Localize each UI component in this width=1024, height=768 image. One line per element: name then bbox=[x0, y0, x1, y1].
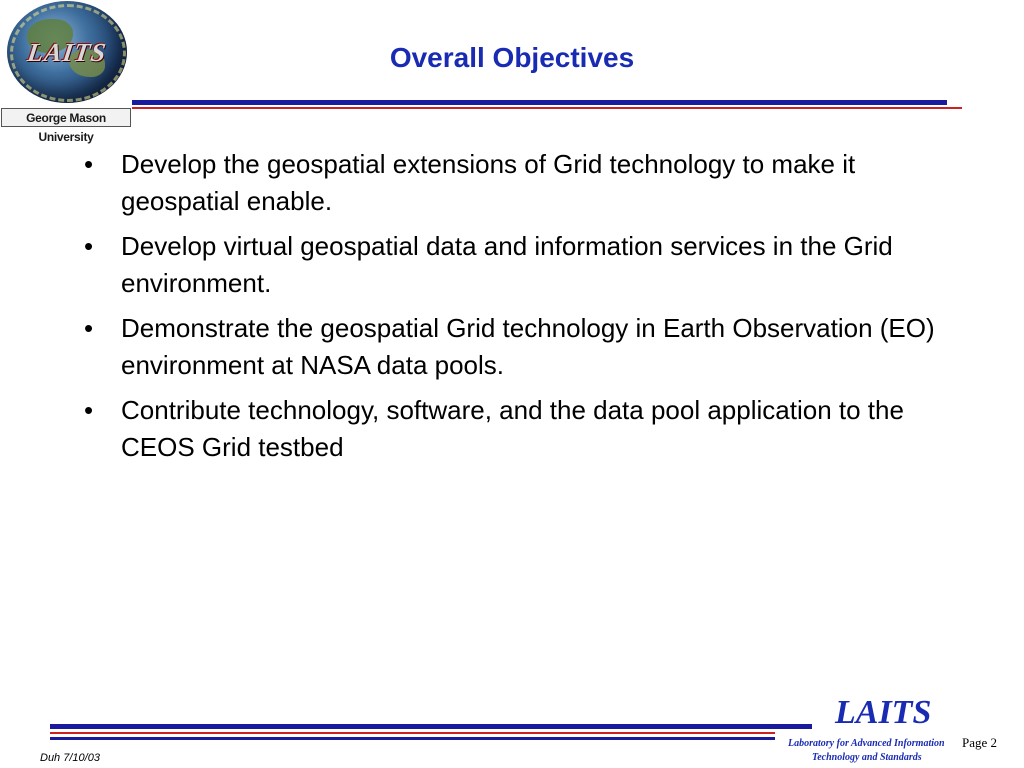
footer-rule-blue bbox=[50, 724, 812, 729]
footer-date: Duh 7/10/03 bbox=[40, 752, 100, 764]
bullet-marker: • bbox=[84, 231, 94, 261]
bullet-item bbox=[84, 310, 954, 384]
bullet-item bbox=[84, 146, 954, 220]
bullet-marker: • bbox=[84, 149, 94, 179]
logo-wordmark: LAITS bbox=[25, 38, 109, 67]
bullet-text: Demonstrate the geospatial Grid technology in Earth Observation (EO) environment at NASA data pools. bbox=[121, 313, 935, 380]
bullet-item bbox=[84, 392, 954, 466]
footer-laits-logo: LAITS bbox=[835, 694, 932, 731]
bullet-marker: • bbox=[84, 395, 94, 425]
bullet-text: Contribute technology, software, and the data pool application to the CEOS Grid testbed bbox=[121, 395, 904, 462]
bullet-item bbox=[84, 228, 954, 302]
bullet-list bbox=[84, 146, 954, 474]
footer-lab-name-line1: Laboratory for Advanced Information bbox=[788, 738, 945, 749]
slide-title: Overall Objectives bbox=[389, 42, 635, 73]
header-rule-red bbox=[132, 107, 962, 109]
page-number: Page 2 bbox=[962, 735, 998, 750]
footer-rule-red bbox=[50, 732, 775, 734]
university-label: George Mason University bbox=[1, 108, 131, 127]
header-rule-blue bbox=[132, 100, 947, 105]
footer-rule-blue-thin bbox=[50, 737, 775, 740]
laits-gmu-logo bbox=[0, 0, 134, 144]
footer-lab-name-line2: Technology and Standards bbox=[812, 752, 922, 763]
bullet-marker: • bbox=[84, 313, 94, 343]
bullet-text: Develop virtual geospatial data and information services in the Grid environment. bbox=[121, 231, 893, 298]
bullet-text: Develop the geospatial extensions of Grid technology to make it geospatial enable. bbox=[121, 149, 856, 216]
